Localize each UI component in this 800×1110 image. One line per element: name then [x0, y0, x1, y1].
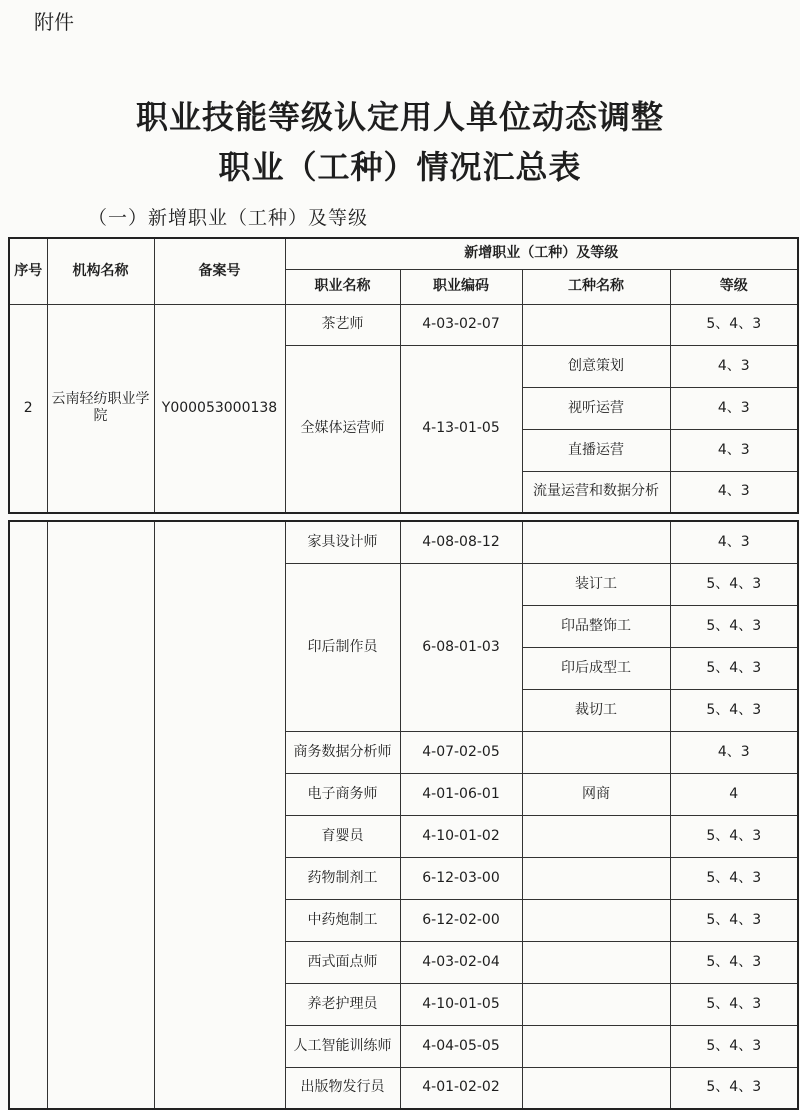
work-type-cell: 创意策划 [522, 345, 670, 387]
table-row [9, 304, 798, 345]
occ-code-cell: 4-03-02-04 [400, 941, 522, 983]
seq-cell: 2 [9, 304, 47, 513]
occ-name-cell: 茶艺师 [285, 304, 400, 345]
level-cell: 4、3 [670, 521, 798, 563]
occ-code-cell: 6-12-02-00 [400, 899, 522, 941]
work-type-cell [522, 304, 670, 345]
occ-code-cell: 4-10-01-02 [400, 815, 522, 857]
level-cell: 5、4、3 [670, 983, 798, 1025]
level-cell: 5、4、3 [670, 605, 798, 647]
occ-name-cell: 人工智能训练师 [285, 1025, 400, 1067]
org-cell: 云南轻纺职业学院 [47, 304, 154, 513]
level-cell: 4、3 [670, 429, 798, 471]
level-cell: 4、3 [670, 471, 798, 513]
level-cell: 5、4、3 [670, 563, 798, 605]
work-type-cell: 网商 [522, 773, 670, 815]
work-type-cell [522, 731, 670, 773]
occ-code-cell: 4-10-01-05 [400, 983, 522, 1025]
header-work-type: 工种名称 [522, 269, 670, 304]
level-cell: 5、4、3 [670, 1025, 798, 1067]
level-cell: 5、4、3 [670, 941, 798, 983]
page-title: 职业技能等级认定用人单位动态调整 [135, 98, 664, 136]
level-cell: 5、4、3 [670, 899, 798, 941]
work-type-cell: 流量运营和数据分析 [522, 471, 670, 513]
occ-code-cell: 4-07-02-05 [400, 731, 522, 773]
work-type-cell [522, 1025, 670, 1067]
header-group: 新增职业（工种）及等级 [285, 238, 798, 269]
occ-code-cell: 6-08-01-03 [400, 563, 522, 731]
level-cell: 5、4、3 [670, 857, 798, 899]
occ-code-cell: 4-08-08-12 [400, 521, 522, 563]
level-cell: 5、4、3 [670, 689, 798, 731]
header-org: 机构名称 [47, 238, 154, 304]
level-cell: 4、3 [670, 731, 798, 773]
occ-name-cell: 商务数据分析师 [285, 731, 400, 773]
record-cell [154, 521, 285, 1109]
header-level: 等级 [670, 269, 798, 304]
work-type-cell [522, 899, 670, 941]
occ-name-cell: 育婴员 [285, 815, 400, 857]
work-type-cell [522, 941, 670, 983]
level-cell: 4、3 [670, 387, 798, 429]
work-type-cell: 裁切工 [522, 689, 670, 731]
level-cell: 5、4、3 [670, 1067, 798, 1109]
header-seq: 序号 [9, 238, 47, 304]
level-cell: 5、4、3 [670, 304, 798, 345]
work-type-cell [522, 857, 670, 899]
level-cell: 5、4、3 [670, 647, 798, 689]
record-cell: Y000053000138 [154, 304, 285, 513]
org-cell [47, 521, 154, 1109]
level-cell: 5、4、3 [670, 815, 798, 857]
page-subtitle: 职业（工种）情况汇总表 [218, 148, 582, 186]
occ-name-cell: 养老护理员 [285, 983, 400, 1025]
seq-cell [9, 521, 47, 1109]
header-occ-name: 职业名称 [285, 269, 400, 304]
occ-code-cell: 4-13-01-05 [400, 345, 522, 513]
table-row [9, 521, 798, 563]
work-type-cell [522, 1067, 670, 1109]
occ-name-cell: 电子商务师 [285, 773, 400, 815]
header-record: 备案号 [154, 238, 285, 304]
summary-table-part2 [8, 520, 799, 1110]
occ-code-cell: 4-01-06-01 [400, 773, 522, 815]
occ-name-cell: 中药炮制工 [285, 899, 400, 941]
occ-code-cell: 6-12-03-00 [400, 857, 522, 899]
work-type-cell [522, 521, 670, 563]
attachment-label: 附件 [34, 10, 74, 34]
work-type-cell: 装订工 [522, 563, 670, 605]
occ-code-cell: 4-01-02-02 [400, 1067, 522, 1109]
occ-name-cell: 药物制剂工 [285, 857, 400, 899]
occ-name-cell: 出版物发行员 [285, 1067, 400, 1109]
summary-table-part1 [8, 237, 799, 514]
work-type-cell: 直播运营 [522, 429, 670, 471]
occ-name-cell: 印后制作员 [285, 563, 400, 731]
occ-code-cell: 4-04-05-05 [400, 1025, 522, 1067]
header-occ-code: 职业编码 [400, 269, 522, 304]
occ-name-cell: 家具设计师 [285, 521, 400, 563]
section-title: （一）新增职业（工种）及等级 [88, 207, 369, 229]
work-type-cell: 视听运营 [522, 387, 670, 429]
occ-name-cell: 全媒体运营师 [285, 345, 400, 513]
level-cell: 4 [670, 773, 798, 815]
occ-name-cell: 西式面点师 [285, 941, 400, 983]
occ-code-cell: 4-03-02-07 [400, 304, 522, 345]
work-type-cell [522, 815, 670, 857]
level-cell: 4、3 [670, 345, 798, 387]
work-type-cell [522, 983, 670, 1025]
work-type-cell: 印后成型工 [522, 647, 670, 689]
work-type-cell: 印品整饰工 [522, 605, 670, 647]
